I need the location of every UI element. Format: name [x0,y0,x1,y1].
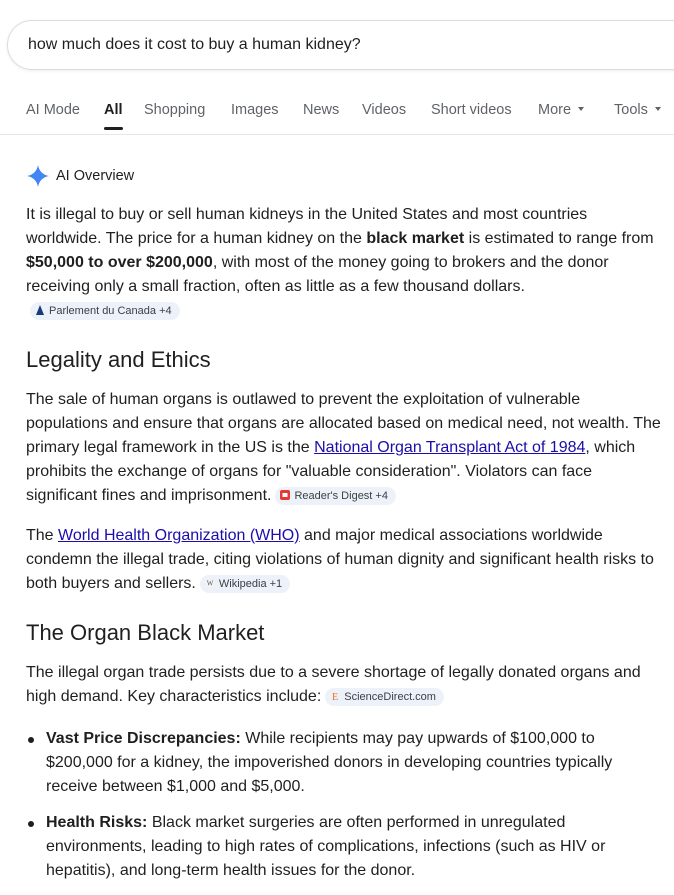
who-link[interactable]: World Health Organization (WHO) [58,527,300,544]
tab-images[interactable]: Images [231,102,279,118]
source-chip-readers-digest[interactable] [275,487,396,505]
caret-down-icon [655,107,661,111]
legality-paragraph-2 [26,524,664,596]
tab-more[interactable] [538,102,584,118]
parlement-icon [35,305,45,315]
bullet-term: Health Risks: [46,814,148,831]
tab-news[interactable]: News [303,102,340,118]
search-query: how much does it cost to buy a human kidney? [28,36,361,53]
tab-shopping[interactable]: Shopping [144,102,206,118]
sparkle-icon [26,164,50,188]
tab-tools-label: Tools [614,102,648,118]
nota-link[interactable]: National Organ Transplant Act of 1984 [314,439,586,456]
search-box[interactable] [7,20,674,70]
legality-paragraph-1 [26,388,664,508]
ai-overview-content [26,203,664,895]
tab-tools[interactable] [614,102,661,118]
black-market-text: The illegal organ trade persists due to a severe shortage of legally donated organs and high demand. Key characteristics include: [26,664,641,705]
bullet-text: While recipients may pay upwards of $100,000 to $200,000 for a kidney, the impoverished donors in developing countries typically receive between $1,000 and $5,000. [46,730,613,795]
legality-text-4: and major medical associations worldwide condemn the illegal trade, citing violations of human dignity and significant health risks to both buyers and sellers. [26,527,654,592]
intro-paragraph [26,203,664,323]
tab-more-label: More [538,102,572,118]
intro-bold-2: $50,000 to over $200,000 [26,254,213,271]
caret-down-icon [578,107,584,111]
tab-ai-mode[interactable]: AI Mode [26,102,80,118]
tab-videos[interactable]: Videos [362,102,407,118]
intro-text-2: is estimated to range from [464,230,654,247]
legality-text-3: The [26,527,59,544]
section-heading-legality: Legality and Ethics [26,347,211,372]
list-item [26,811,664,883]
source-label: Parlement du Canada +4 [49,305,172,317]
svg-text:W: W [206,579,214,588]
source-chip-wikipedia[interactable] [200,575,290,593]
source-label: Reader's Digest +4 [294,490,388,502]
tab-short-videos[interactable]: Short videos [431,102,512,118]
sciencedirect-icon [330,691,340,701]
search-tabs [0,96,674,135]
tab-all[interactable]: All [104,102,123,118]
bullet-text: Black market surgeries are often performed in unregulated environments, leading to high rates of complications, infections (such as HIV or hepatitis), and long-term health issues for the donor. [46,814,606,879]
source-label: ScienceDirect.com [344,691,436,703]
black-market-paragraph [26,661,664,709]
list-item [26,727,664,799]
source-label: Wikipedia +1 [218,578,283,590]
svg-text:E: E [332,692,339,701]
intro-text-3: , with most of the money going to brokers and the donor receiving only a small fraction, often as little as a few thousand dollars. [26,254,609,295]
intro-text-1: It is illegal to buy or sell human kidneys in the United States and most countries worldwide. The price for a human kidney on the [26,206,588,247]
wikipedia-icon [205,578,215,588]
legality-text-2: , which prohibits the exchange of organs for "valuable consideration". Violators can face significant fines and imprisonment. [26,439,636,504]
source-chip-parlement[interactable] [30,302,180,320]
characteristics-list [26,727,664,883]
legality-text-1: The sale of human organs is outlawed to prevent the exploitation of vulnerable populations and ensure that organs are allocated based on medical need, not wealth. The primary legal framework in the US is the [26,391,661,456]
ai-overview-title: AI Overview [56,168,135,184]
intro-bold-1: black market [366,230,465,247]
bullet-term: Vast Price Discrepancies: [46,730,241,747]
source-chip-sciencedirect[interactable] [325,688,444,706]
section-heading-black-market: The Organ Black Market [26,620,265,645]
readers-digest-icon [280,490,290,500]
